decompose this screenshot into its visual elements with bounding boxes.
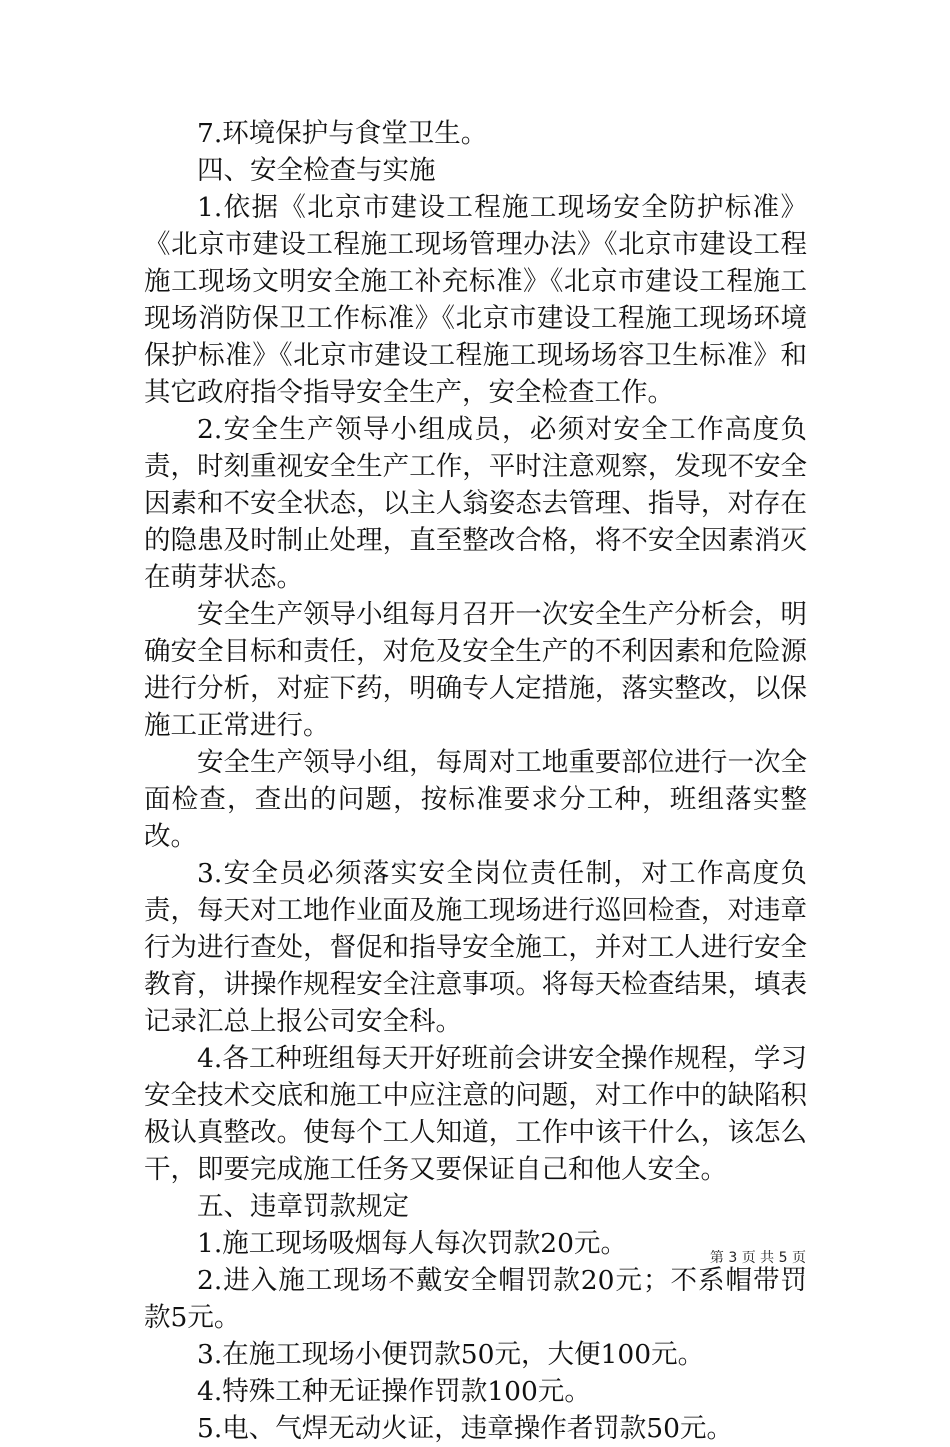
section-heading-safety-inspection: 四、安全检查与实施: [197, 155, 436, 186]
paragraph: 2.安全生产领导小组成员，必须对安全工作高度负责，时刻重视安全生产工作，平时注意观察，发现不安全因素和不安全状态，以主人翁姿态去管理、指导，对存在的隐患及时制止处理，直至整改合格，将不安全因素消灭在萌芽状态。: [144, 414, 807, 593]
paragraph: 4.各工种班组每天开好班前会讲安全操作规程，学习安全技术交底和施工中应注意的问题，对工作中的缺陷积极认真整改。使每个工人知道，工作中该干什么，该怎么干，即要完成施工任务又要保证自己和他人安全。: [144, 1043, 807, 1185]
paragraph: 3.安全员必须落实安全岗位责任制，对工作高度负责，每天对工地作业面及施工现场进行巡回检查，对违章行为进行查处，督促和指导安全施工，并对工人进行安全教育，讲操作规程安全注意事项。将每天检查结果，填表记录汇总上报公司安全科。: [144, 858, 807, 1037]
list-item: 4.特殊工种无证操作罚款100元。: [197, 1376, 591, 1407]
list-item-environment: 7.环境保护与食堂卫生。: [197, 118, 488, 149]
paragraph: 安全生产领导小组每月召开一次安全生产分析会，明确安全目标和责任，对危及安全生产的不利因素和危险源进行分析，对症下药，明确专人定措施，落实整改，以保施工正常进行。: [144, 599, 807, 741]
section-heading-penalties: 五、违章罚款规定: [197, 1191, 409, 1222]
list-item: 2.进入施工现场不戴安全帽罚款20元；不系帽带罚款5元。: [144, 1265, 807, 1333]
list-item: 1.施工现场吸烟每人每次罚款20元。: [197, 1228, 628, 1259]
paragraph: 1.依据《北京市建设工程施工现场安全防护标准》《北京市建设工程施工现场管理办法》《北京市建设工程施工现场文明安全施工补充标准》《北京市建设工程施工现场消防保卫工作标准》《北京市建设工程施工现场环境保护标准》《北京市建设工程施工现场场容卫生标准》和其它政府指令指导安全生产，安全检查工作。: [144, 192, 807, 408]
paragraph: 安全生产领导小组，每周对工地重要部位进行一次全面检查，查出的问题，按标准要求分工种，班组落实整改。: [144, 747, 807, 852]
document-body: [144, 115, 807, 1447]
page-number: 第 3 页 共 5 页: [709, 1250, 806, 1266]
list-item: 3.在施工现场小便罚款50元，大便100元。: [197, 1339, 705, 1370]
list-item: 5.电、气焊无动火证，违章操作者罚款50元。: [197, 1413, 734, 1444]
